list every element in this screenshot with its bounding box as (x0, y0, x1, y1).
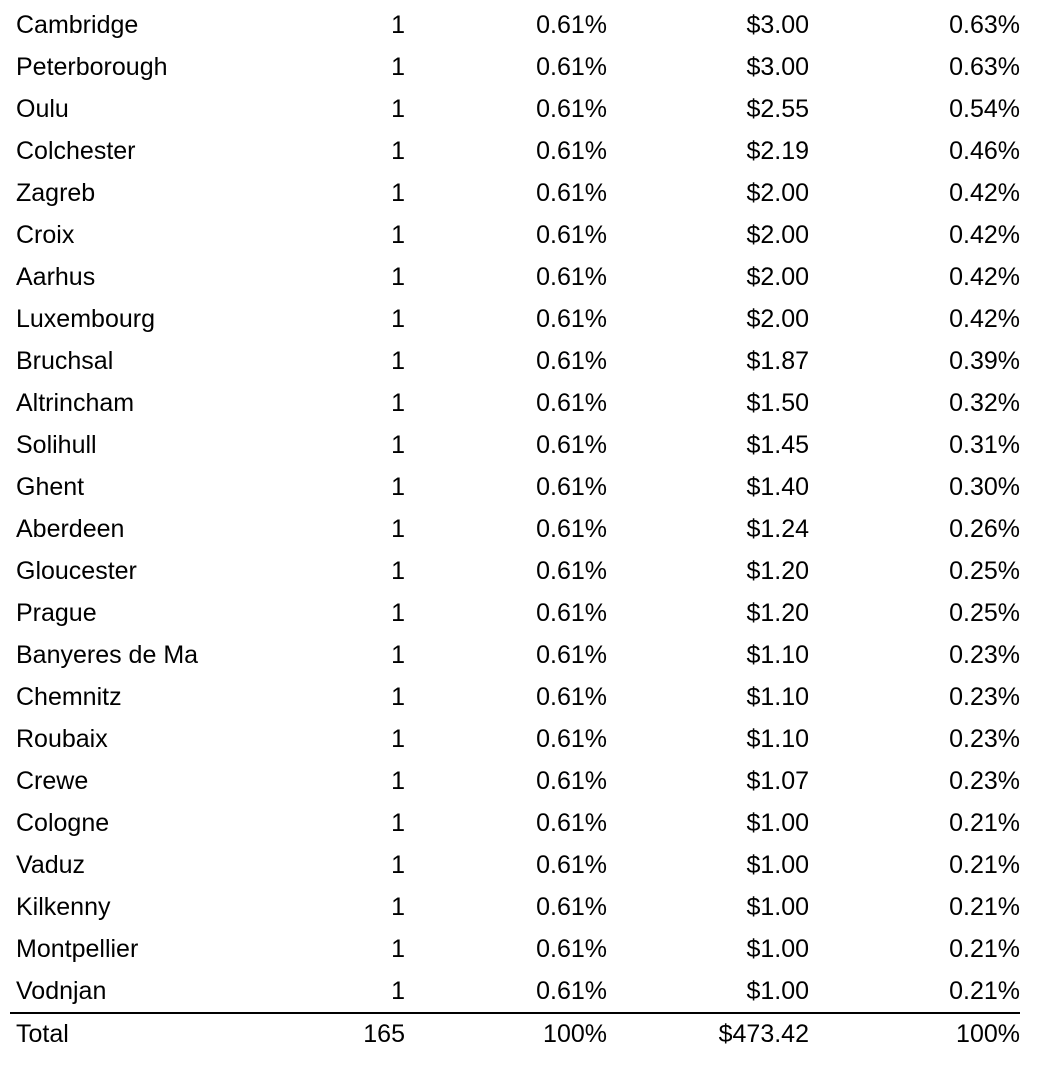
city-cell: Cambridge (16, 11, 139, 39)
amount-cell: $1.00 (746, 809, 809, 837)
amount-percent-cell: 0.42% (949, 221, 1020, 249)
count-percent-cell: 0.61% (536, 389, 607, 417)
city-summary-table (10, 4, 1020, 1054)
table-row (10, 214, 1020, 256)
amount-cell: $1.87 (746, 347, 809, 375)
table-row (10, 550, 1020, 592)
table-row (10, 382, 1020, 424)
count-percent-cell: 0.61% (536, 809, 607, 837)
count-cell: 1 (391, 767, 405, 795)
amount-cell: $1.07 (746, 767, 809, 795)
table-row (10, 718, 1020, 760)
count-percent-cell: 0.61% (536, 515, 607, 543)
table-row (10, 46, 1020, 88)
count-percent-cell: 0.61% (536, 263, 607, 291)
total-count: 165 (200, 1013, 405, 1054)
count-cell: 1 (391, 641, 405, 669)
city-cell: Altrincham (16, 389, 135, 417)
city-summary-table-wrapper (10, 4, 1020, 1054)
amount-percent-cell: 0.21% (949, 851, 1020, 879)
city-cell: Crewe (16, 767, 89, 795)
count-cell: 1 (391, 263, 405, 291)
amount-cell: $1.00 (746, 935, 809, 963)
amount-cell: $2.55 (746, 95, 809, 123)
amount-percent-cell: 0.63% (949, 11, 1020, 39)
count-cell: 1 (391, 851, 405, 879)
amount-cell: $1.24 (746, 515, 809, 543)
amount-percent-cell: 0.31% (949, 431, 1020, 459)
city-cell: Solihull (16, 431, 97, 459)
city-cell: Luxembourg (16, 305, 155, 333)
amount-cell: $2.00 (746, 305, 809, 333)
amount-cell: $3.00 (746, 11, 809, 39)
amount-cell: $3.00 (746, 53, 809, 81)
count-percent-cell: 0.61% (536, 11, 607, 39)
total-amount: $473.42 (607, 1013, 809, 1054)
count-cell: 1 (391, 725, 405, 753)
table-row (10, 256, 1020, 298)
city-cell: Zagreb (16, 179, 96, 207)
table-row (10, 592, 1020, 634)
amount-cell: $1.00 (746, 851, 809, 879)
count-percent-cell: 0.61% (536, 767, 607, 795)
count-cell: 1 (391, 347, 405, 375)
amount-cell: $2.00 (746, 179, 809, 207)
count-cell: 1 (391, 431, 405, 459)
total-count-percent: 100% (405, 1013, 607, 1054)
count-cell: 1 (391, 389, 405, 417)
amount-percent-cell: 0.21% (949, 977, 1020, 1005)
amount-cell: $2.00 (746, 221, 809, 249)
city-cell: Chemnitz (16, 683, 122, 711)
table-row (10, 340, 1020, 382)
total-amount-percent: 100% (809, 1013, 1020, 1054)
count-cell: 1 (391, 515, 405, 543)
count-cell: 1 (391, 977, 405, 1005)
amount-percent-cell: 0.26% (949, 515, 1020, 543)
amount-percent-cell: 0.23% (949, 641, 1020, 669)
count-cell: 1 (391, 599, 405, 627)
amount-cell: $1.10 (746, 683, 809, 711)
city-cell: Ghent (16, 473, 85, 501)
count-percent-cell: 0.61% (536, 599, 607, 627)
count-percent-cell: 0.61% (536, 179, 607, 207)
amount-percent-cell: 0.25% (949, 557, 1020, 585)
city-cell: Vaduz (16, 851, 86, 879)
table-row (10, 130, 1020, 172)
city-cell: Kilkenny (16, 893, 111, 921)
amount-cell: $2.00 (746, 263, 809, 291)
table-row (10, 172, 1020, 214)
count-percent-cell: 0.61% (536, 431, 607, 459)
total-label: Total (10, 1013, 200, 1054)
table-row (10, 844, 1020, 886)
city-cell: Banyeres de Ma (16, 641, 199, 669)
city-cell: Aarhus (16, 263, 96, 291)
table-row (10, 970, 1020, 1013)
table-row (10, 466, 1020, 508)
amount-percent-cell: 0.63% (949, 53, 1020, 81)
city-cell: Bruchsal (16, 347, 114, 375)
amount-percent-cell: 0.23% (949, 725, 1020, 753)
count-percent-cell: 0.61% (536, 683, 607, 711)
table-row (10, 676, 1020, 718)
table-row (10, 802, 1020, 844)
table-row (10, 760, 1020, 802)
table-row (10, 928, 1020, 970)
city-cell: Colchester (16, 137, 136, 165)
city-cell: Peterborough (16, 53, 168, 81)
count-cell: 1 (391, 137, 405, 165)
count-percent-cell: 0.61% (536, 305, 607, 333)
amount-cell: $1.50 (746, 389, 809, 417)
count-cell: 1 (391, 95, 405, 123)
table-row (10, 424, 1020, 466)
amount-percent-cell: 0.23% (949, 683, 1020, 711)
table-row (10, 634, 1020, 676)
city-cell: Montpellier (16, 935, 139, 963)
amount-percent-cell: 0.39% (949, 347, 1020, 375)
city-cell: Gloucester (16, 557, 137, 585)
amount-percent-cell: 0.42% (949, 179, 1020, 207)
amount-percent-cell: 0.30% (949, 473, 1020, 501)
table-row (10, 88, 1020, 130)
count-cell: 1 (391, 683, 405, 711)
count-percent-cell: 0.61% (536, 725, 607, 753)
city-cell: Oulu (16, 95, 69, 123)
city-cell: Roubaix (16, 725, 108, 753)
amount-percent-cell: 0.25% (949, 599, 1020, 627)
count-percent-cell: 0.61% (536, 557, 607, 585)
count-cell: 1 (391, 809, 405, 837)
city-cell: Prague (16, 599, 97, 627)
amount-cell: $1.00 (746, 977, 809, 1005)
amount-cell: $2.19 (746, 137, 809, 165)
amount-cell: $1.20 (746, 557, 809, 585)
city-cell: Cologne (16, 809, 110, 837)
count-percent-cell: 0.61% (536, 893, 607, 921)
amount-percent-cell: 0.54% (949, 95, 1020, 123)
city-cell: Aberdeen (16, 515, 125, 543)
count-cell: 1 (391, 557, 405, 585)
count-percent-cell: 0.61% (536, 137, 607, 165)
count-percent-cell: 0.61% (536, 851, 607, 879)
amount-percent-cell: 0.21% (949, 893, 1020, 921)
total-row (10, 1013, 1020, 1054)
count-cell: 1 (391, 11, 405, 39)
amount-percent-cell: 0.42% (949, 263, 1020, 291)
amount-percent-cell: 0.46% (949, 137, 1020, 165)
count-cell: 1 (391, 893, 405, 921)
count-percent-cell: 0.61% (536, 221, 607, 249)
count-percent-cell: 0.61% (536, 935, 607, 963)
amount-cell: $1.10 (746, 641, 809, 669)
count-percent-cell: 0.61% (536, 473, 607, 501)
table-row (10, 298, 1020, 340)
count-percent-cell: 0.61% (536, 641, 607, 669)
count-cell: 1 (391, 53, 405, 81)
count-cell: 1 (391, 221, 405, 249)
table-row (10, 886, 1020, 928)
count-cell: 1 (391, 473, 405, 501)
count-percent-cell: 0.61% (536, 347, 607, 375)
amount-percent-cell: 0.21% (949, 809, 1020, 837)
amount-percent-cell: 0.42% (949, 305, 1020, 333)
amount-cell: $1.10 (746, 725, 809, 753)
amount-percent-cell: 0.21% (949, 935, 1020, 963)
amount-percent-cell: 0.23% (949, 767, 1020, 795)
table-row (10, 508, 1020, 550)
count-cell: 1 (391, 935, 405, 963)
count-cell: 1 (391, 305, 405, 333)
city-cell: Vodnjan (16, 977, 107, 1005)
amount-cell: $1.20 (746, 599, 809, 627)
amount-cell: $1.45 (746, 431, 809, 459)
count-percent-cell: 0.61% (536, 53, 607, 81)
count-percent-cell: 0.61% (536, 977, 607, 1005)
city-cell: Croix (16, 221, 75, 249)
table-body (10, 4, 1020, 1054)
amount-cell: $1.00 (746, 893, 809, 921)
amount-cell: $1.40 (746, 473, 809, 501)
table-row (10, 4, 1020, 46)
amount-percent-cell: 0.32% (949, 389, 1020, 417)
count-cell: 1 (391, 179, 405, 207)
count-percent-cell: 0.61% (536, 95, 607, 123)
